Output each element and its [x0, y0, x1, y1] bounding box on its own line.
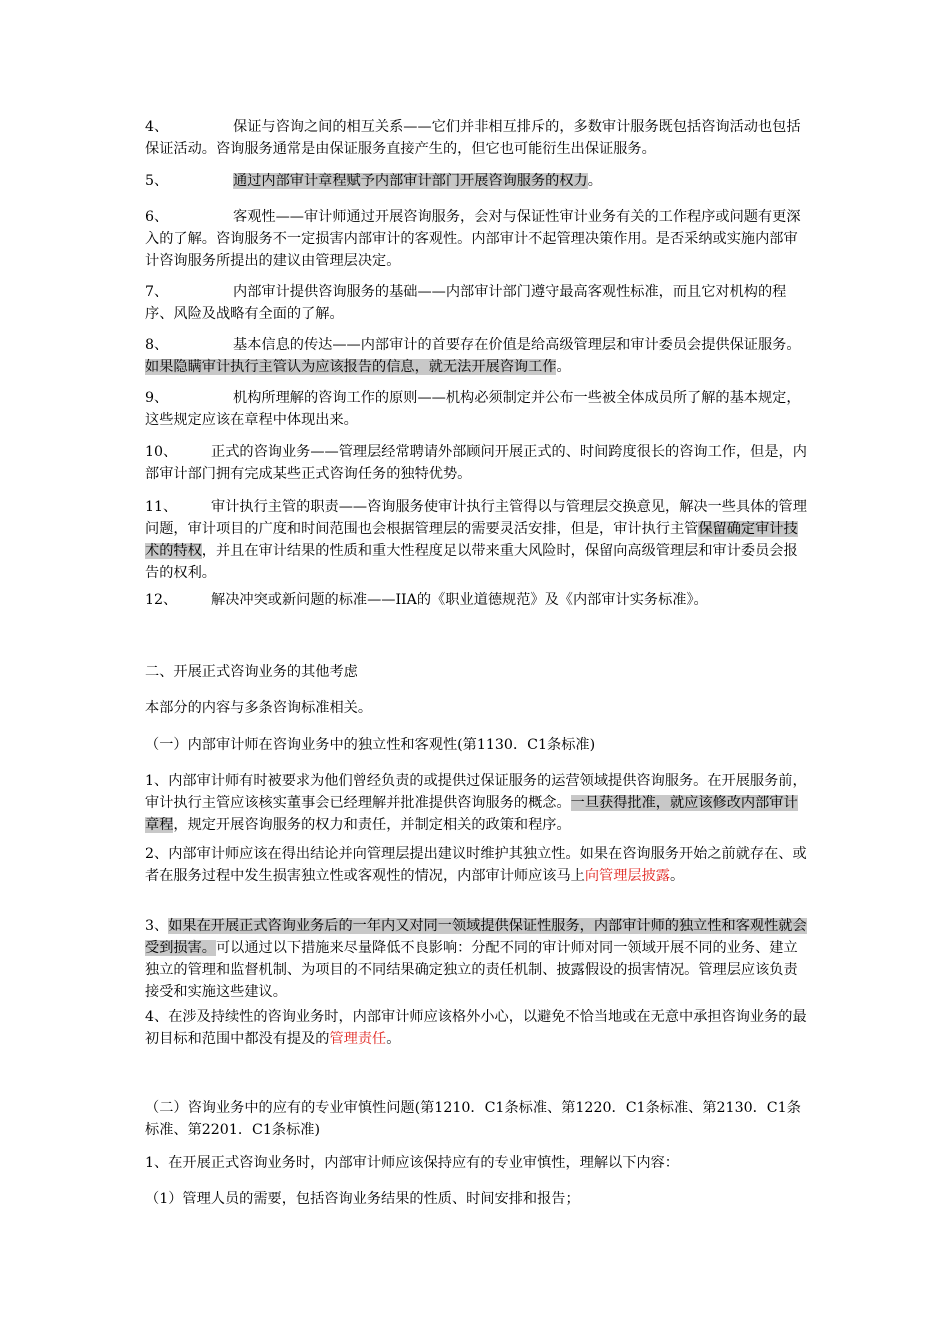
paragraph-1 [145, 770, 810, 836]
paragraph-4 [145, 1006, 810, 1050]
section-heading: 二、开展正式咨询业务的其他考虑 [145, 664, 358, 680]
paragraph-3 [145, 915, 810, 1003]
item-6 [145, 206, 810, 272]
item-number: 7、 [145, 284, 169, 300]
item-12 [145, 589, 810, 611]
item-number: 4、 [145, 119, 169, 135]
item-text: 内部审计提供咨询服务的基础——内部审计部门遵守最高客观性标准，而且它对机构的程序、风险及战略有全面的了解。 [145, 284, 787, 322]
item-text: 解决冲突或新问题的标准——IIA的《职业道德规范》及《内部审计实务标准》。 [211, 592, 708, 608]
highlighted-text: 通过内部审计章程赋予内部审计部门开展咨询服务的权力 [233, 173, 588, 189]
paragraph-6: （1）管理人员的需要，包括咨询业务结果的性质、时间安排和报告； [145, 1191, 580, 1207]
paragraph-2 [145, 843, 810, 887]
item-number: 10、 [145, 444, 178, 460]
paragraph-text: 2、内部审计师应该在得出结论并向管理层提出建议时维护其独立性。如果在咨询服务开始之前就存在、或者在服务过程中发生损害独立性或客观性的情况，内部审计师应该马上 [145, 846, 807, 884]
item-9 [145, 387, 810, 431]
paragraph-text-end: 可以通过以下措施来尽量降低不良影响：分配不同的审计师对同一领域开展不同的业务、建立独立的管理和监督机制、为项目的不同结果确定独立的责任机制、披露假设的损害情况。管理层应该负责接受和实施这些建议。 [145, 940, 798, 1000]
paragraph-text: 4、在涉及持续性的咨询业务时，内部审计师应该格外小心，以避免不恰当地或在无意中承担咨询业务的最初目标和范围中都没有提及的 [145, 1009, 807, 1047]
item-number: 12、 [145, 592, 178, 608]
item-4 [145, 116, 810, 160]
paragraph-text: 3、 [145, 918, 169, 934]
item-text-end: 。 [556, 359, 571, 375]
red-text: 管理责任 [329, 1031, 387, 1047]
subsection-1-title: （一）内部审计师在咨询业务中的独立性和客观性(第1130．C1条标准) [145, 737, 596, 753]
item-5 [145, 170, 810, 192]
paragraph-5: 1、在开展正式咨询业务时，内部审计师应该保持应有的专业审慎性，理解以下内容： [145, 1155, 679, 1171]
item-text: 基本信息的传达——内部审计的首要存在价值是给高级管理层和审计委员会提供保证服务。 [233, 337, 801, 353]
highlighted-text: 如果隐瞒审计执行主管认为应该报告的信息，就无法开展咨询工作 [145, 359, 557, 375]
item-10 [145, 441, 810, 485]
item-text: 机构所理解的咨询工作的原则——机构必须制定并公布一些被全体成员所了解的基本规定，这些规定应该在章程中体现出来。 [145, 390, 801, 428]
item-8 [145, 334, 810, 378]
item-11 [145, 496, 810, 584]
section-intro: 本部分的内容与多条咨询标准相关。 [145, 700, 373, 716]
subsection-2-title: （二）咨询业务中的应有的专业审慎性问题(第1210．C1条标准、第1220．C1条标准、第2130．C1条标准、第2201．C1条标准) [145, 1100, 801, 1138]
item-7 [145, 281, 810, 325]
item-number: 11、 [145, 499, 178, 515]
item-text-end: ，并且在审计结果的性质和重大性程度足以带来重大风险时，保留向高级管理层和审计委员会报告的权利。 [145, 543, 798, 581]
paragraph-text: 1、内部审计师有时被要求为他们曾经负责的或提供过保证服务的运营领域提供咨询服务。在开展服务前，审计执行主管应该核实董事会已经理解并批准提供咨询服务的概念。 [145, 773, 807, 811]
paragraph-text-end: ，规定开展咨询服务的权力和责任，并制定相关的政策和程序。 [173, 817, 571, 833]
item-text: 审计执行主管的职责——咨询服务使审计执行主管得以与管理层交换意见，解决一些具体的管理问题，审计项目的广度和时间范围也会根据管理层的需要灵活安排，但是，审计执行主管 [145, 499, 807, 537]
item-text: 正式的咨询业务——管理层经常聘请外部顾问开展正式的、时间跨度很长的咨询工作，但是，内部审计部门拥有完成某些正式咨询任务的独特优势。 [145, 444, 807, 482]
item-number: 8、 [145, 337, 169, 353]
red-text: 向管理层披露 [584, 868, 670, 884]
item-number: 5、 [145, 173, 169, 189]
item-number: 9、 [145, 390, 169, 406]
highlighted-text: 一旦获得批准，就应该修改内部审计章程 [145, 795, 798, 833]
item-text: 保证与咨询之间的相互关系——它们并非相互排斥的，多数审计服务既包括咨询活动也包括保证活动。咨询服务通常是由保证服务直接产生的，但它也可能衍生出保证服务。 [145, 119, 801, 157]
item-number: 6、 [145, 209, 169, 225]
paragraph-text-end: 。 [386, 1031, 401, 1047]
highlighted-text: 保留确定审计技术的特权 [145, 521, 798, 559]
item-text: 。 [587, 173, 602, 189]
highlighted-text: 如果在开展正式咨询业务后的一年内又对同一领域提供保证性服务，内部审计师的独立性和客观性就会受到损害。 [145, 918, 807, 956]
paragraph-text-end: 。 [669, 868, 685, 884]
item-text: 客观性——审计师通过开展咨询服务，会对与保证性审计业务有关的工作程序或问题有更深入的了解。咨询服务不一定损害内部审计的客观性。内部审计不起管理决策作用。是否采纳或实施内部审计咨询服务所提出的建议由管理层决定。 [145, 209, 801, 269]
